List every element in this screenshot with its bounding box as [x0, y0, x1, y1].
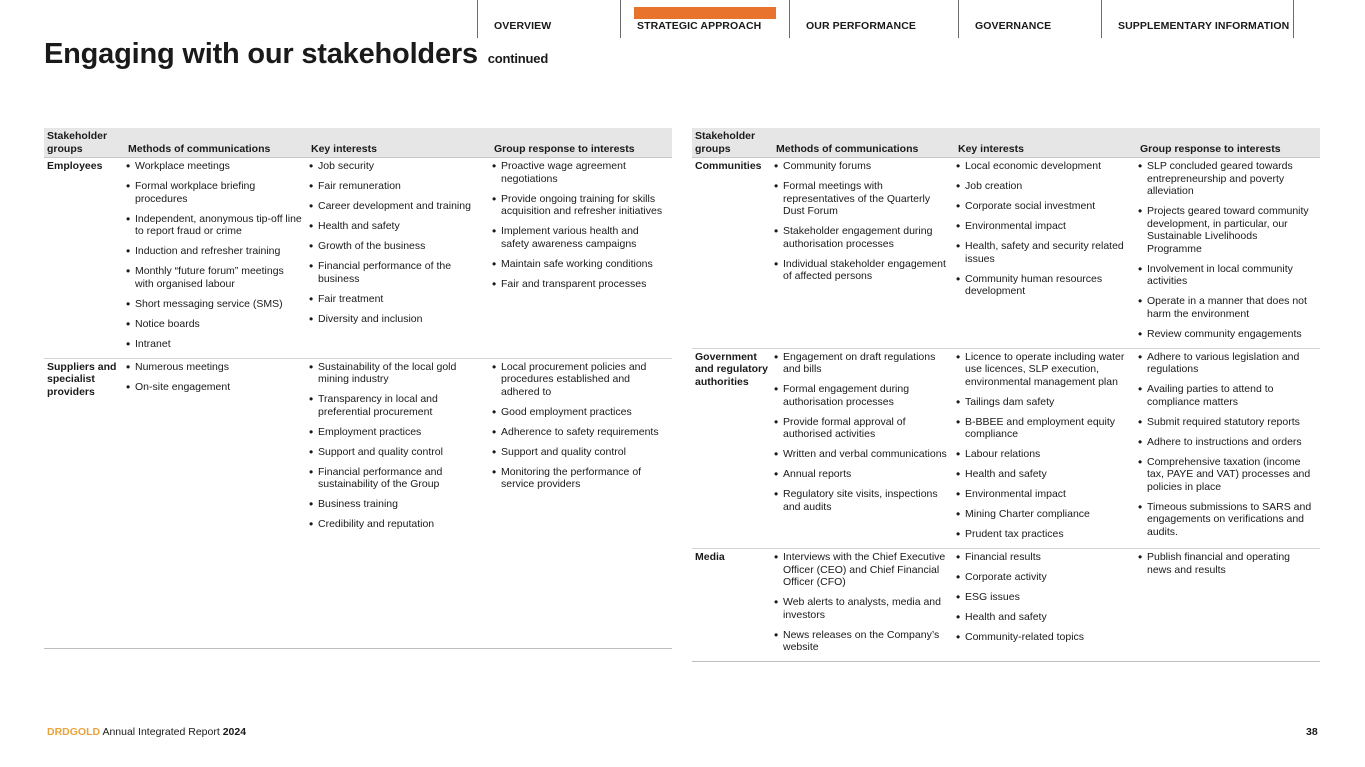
- top-navigation: [477, 0, 1294, 38]
- tab-strategic-approach[interactable]: [620, 0, 789, 38]
- list-item: • Business training: [308, 498, 485, 511]
- list-item: • Environmental impact: [955, 220, 1131, 233]
- tab-supplementary-information[interactable]: [1101, 0, 1294, 38]
- interests-list: [955, 160, 1137, 298]
- list-item: • Availing parties to attend to compliance matters: [1137, 383, 1314, 408]
- list-item: • Proactive wage agreement negotiations: [491, 160, 666, 185]
- list-item: • Community-related topics: [955, 631, 1131, 644]
- stakeholder-table-right: [692, 128, 1320, 662]
- interests-list: [308, 160, 491, 325]
- list-item: • Formal workplace briefing procedures: [125, 180, 302, 205]
- response-list: [491, 160, 672, 290]
- stakeholder-group: Communities: [695, 160, 762, 172]
- tab-label: GOVERNANCE: [975, 20, 1052, 32]
- list-item: • Diversity and inclusion: [308, 313, 485, 326]
- list-item: • Interviews with the Chief Executive Officer (CEO) and Chief Financial Officer (CFO): [773, 551, 949, 589]
- list-item: • Financial performance of the business: [308, 260, 485, 285]
- list-item: • Credibility and reputation: [308, 518, 485, 531]
- list-item: • Corporate activity: [955, 571, 1131, 584]
- list-item: • Individual stakeholder engagement of affected persons: [773, 258, 949, 283]
- response-list-cell: [1137, 551, 1320, 661]
- list-item: • Environmental impact: [955, 488, 1131, 501]
- list-item: • Provide formal approval of authorised activities: [773, 416, 949, 441]
- list-item: • Health and safety: [308, 220, 485, 233]
- list-item: • Mining Charter compliance: [955, 508, 1131, 521]
- list-item: • Sustainability of the local gold mining industry: [308, 361, 485, 386]
- tab-label: STRATEGIC APPROACH: [637, 20, 762, 32]
- response-list-cell: [1137, 160, 1320, 348]
- table-row: [44, 359, 672, 649]
- list-item: • B-BBEE and employment equity compliance: [955, 416, 1131, 441]
- list-item: • Support and quality control: [491, 446, 666, 459]
- tab-label: SUPPLEMENTARY INFORMATION: [1118, 20, 1290, 32]
- page-title: [44, 38, 548, 71]
- list-item: • Tailings dam safety: [955, 396, 1131, 409]
- page-title-sub: continued: [487, 51, 549, 66]
- list-item: • Formal engagement during authorisation processes: [773, 383, 949, 408]
- list-item: • Health and safety: [955, 611, 1131, 624]
- list-item: • Job security: [308, 160, 485, 173]
- table-header: [692, 128, 1320, 158]
- interests-list-cell: [308, 160, 491, 358]
- list-item: • Involvement in local community activities: [1137, 263, 1314, 288]
- interests-list-cell: [955, 351, 1137, 549]
- interests-list-cell: [308, 361, 491, 648]
- response-list-cell: [491, 361, 672, 648]
- stakeholder-table-left: [44, 128, 672, 649]
- tab-overview[interactable]: [477, 0, 620, 38]
- response-list: [1137, 160, 1320, 340]
- list-item: • Written and verbal communications: [773, 448, 949, 461]
- interests-list: [308, 361, 491, 531]
- table-row: [692, 349, 1320, 550]
- list-item: • Short messaging service (SMS): [125, 298, 302, 311]
- list-item: • Community human resources development: [955, 273, 1131, 298]
- table-row: [44, 158, 672, 359]
- list-item: • Labour relations: [955, 448, 1131, 461]
- list-item: • Provide ongoing training for skills acquisition and refresher initiatives: [491, 193, 666, 218]
- list-item: • Adhere to instructions and orders: [1137, 436, 1314, 449]
- list-item: • ESG issues: [955, 591, 1131, 604]
- interests-list: [955, 551, 1137, 644]
- list-item: • Employment practices: [308, 426, 485, 439]
- list-item: • Workplace meetings: [125, 160, 302, 173]
- list-item: • Projects geared toward community development, in particular, our Sustainable Livelihoods Programme: [1137, 205, 1314, 255]
- list-item: • Intranet: [125, 338, 302, 351]
- list-item: • Good employment practices: [491, 406, 666, 419]
- list-item: • Job creation: [955, 180, 1131, 193]
- list-item: • Licence to operate including water use licences, SLP execution, environmental management plan: [955, 351, 1131, 389]
- stakeholder-group: Media: [695, 551, 725, 563]
- response-list-cell: [1137, 351, 1320, 549]
- list-item: • Transparency in local and preferential procurement: [308, 393, 485, 418]
- header-methods: Methods of communications: [128, 142, 271, 155]
- list-item: • Financial performance and sustainability of the Group: [308, 466, 485, 491]
- list-item: • Numerous meetings: [125, 361, 302, 374]
- tab-label: OUR PERFORMANCE: [806, 20, 917, 32]
- list-item: • Community forums: [773, 160, 949, 173]
- list-item: • News releases on the Company’s website: [773, 629, 949, 654]
- header-group-response: Group response to interests: [494, 142, 635, 155]
- methods-list-cell: [125, 361, 308, 648]
- header-group-response: Group response to interests: [1140, 142, 1281, 155]
- list-item: • Monitoring the performance of service providers: [491, 466, 666, 491]
- header-methods: Methods of communications: [776, 142, 919, 155]
- list-item: • Health, safety and security related issues: [955, 240, 1131, 265]
- footer: [47, 726, 246, 738]
- header-stakeholder-groups: Stakeholder groups: [695, 130, 756, 155]
- methods-list-cell: [773, 160, 955, 348]
- table-body: [44, 158, 672, 649]
- header-key-interests: Key interests: [958, 142, 1024, 155]
- table-header: [44, 128, 672, 158]
- methods-list: [773, 351, 955, 514]
- list-item: • Adhere to various legislation and regulations: [1137, 351, 1314, 376]
- interests-list-cell: [955, 551, 1137, 661]
- list-item: • Career development and training: [308, 200, 485, 213]
- list-item: • Timeous submissions to SARS and engagements on verifications and audits.: [1137, 501, 1314, 539]
- list-item: • Fair remuneration: [308, 180, 485, 193]
- response-list: [1137, 351, 1320, 539]
- methods-list: [125, 361, 308, 394]
- list-item: • Corporate social investment: [955, 200, 1131, 213]
- list-item: • On-site engagement: [125, 381, 302, 394]
- response-list-cell: [491, 160, 672, 358]
- page-title-main: Engaging with our stakeholders: [44, 38, 478, 70]
- table-row: [692, 549, 1320, 662]
- tab-label: OVERVIEW: [494, 20, 552, 32]
- table-row: [692, 158, 1320, 349]
- methods-list: [773, 160, 955, 283]
- list-item: • Fair treatment: [308, 293, 485, 306]
- list-item: • Submit required statutory reports: [1137, 416, 1314, 429]
- tab-governance[interactable]: [958, 0, 1101, 38]
- list-item: • Web alerts to analysts, media and investors: [773, 596, 949, 621]
- list-item: • Engagement on draft regulations and bills: [773, 351, 949, 376]
- list-item: • Health and safety: [955, 468, 1131, 481]
- list-item: • SLP concluded geared towards entrepreneurship and poverty alleviation: [1137, 160, 1314, 198]
- list-item: • Monthly “future forum” meetings with organised labour: [125, 265, 302, 290]
- list-item: • Notice boards: [125, 318, 302, 331]
- list-item: • Financial results: [955, 551, 1131, 564]
- list-item: • Adherence to safety requirements: [491, 426, 666, 439]
- list-item: • Annual reports: [773, 468, 949, 481]
- list-item: • Regulatory site visits, inspections and audits: [773, 488, 949, 513]
- list-item: • Publish financial and operating news and results: [1137, 551, 1314, 576]
- list-item: • Independent, anonymous tip-off line to report fraud or crime: [125, 213, 302, 238]
- footer-year: 2024: [222, 726, 247, 738]
- active-indicator: [634, 7, 776, 19]
- list-item: • Growth of the business: [308, 240, 485, 253]
- list-item: • Fair and transparent processes: [491, 278, 666, 291]
- list-item: • Stakeholder engagement during authorisation processes: [773, 225, 949, 250]
- list-item: • Support and quality control: [308, 446, 485, 459]
- methods-list-cell: [125, 160, 308, 358]
- list-item: • Maintain safe working conditions: [491, 258, 666, 271]
- list-item: • Local procurement policies and procedures established and adhered to: [491, 361, 666, 399]
- stakeholder-group: Government and regulatory authorities: [695, 350, 768, 388]
- methods-list-cell: [773, 551, 955, 661]
- list-item: • Prudent tax practices: [955, 528, 1131, 541]
- response-list: [491, 361, 672, 491]
- list-item: • Local economic development: [955, 160, 1131, 173]
- footer-brand: DRDGOLD: [47, 726, 101, 738]
- tab-our-performance[interactable]: [789, 0, 958, 38]
- response-list: [1137, 551, 1320, 576]
- list-item: • Implement various health and safety awareness campaigns: [491, 225, 666, 250]
- list-item: • Induction and refresher training: [125, 245, 302, 258]
- header-key-interests: Key interests: [311, 142, 377, 155]
- header-stakeholder-groups: Stakeholder groups: [47, 130, 108, 155]
- list-item: • Operate in a manner that does not harm the environment: [1137, 295, 1314, 320]
- methods-list: [773, 551, 955, 654]
- list-item: • Review community engagements: [1137, 328, 1314, 341]
- stakeholder-group: Suppliers and specialist providers: [47, 360, 117, 398]
- page-number: 38: [1306, 726, 1318, 738]
- table-body: [692, 158, 1320, 662]
- list-item: • Comprehensive taxation (income tax, PAYE and VAT) processes and policies in place: [1137, 456, 1314, 494]
- list-item: • Formal meetings with representatives of the Quarterly Dust Forum: [773, 180, 949, 218]
- methods-list-cell: [773, 351, 955, 549]
- stakeholder-group: Employees: [47, 160, 103, 172]
- interests-list: [955, 351, 1137, 541]
- methods-list: [125, 160, 308, 350]
- interests-list-cell: [955, 160, 1137, 348]
- footer-report-name: Annual Integrated Report: [102, 726, 220, 738]
